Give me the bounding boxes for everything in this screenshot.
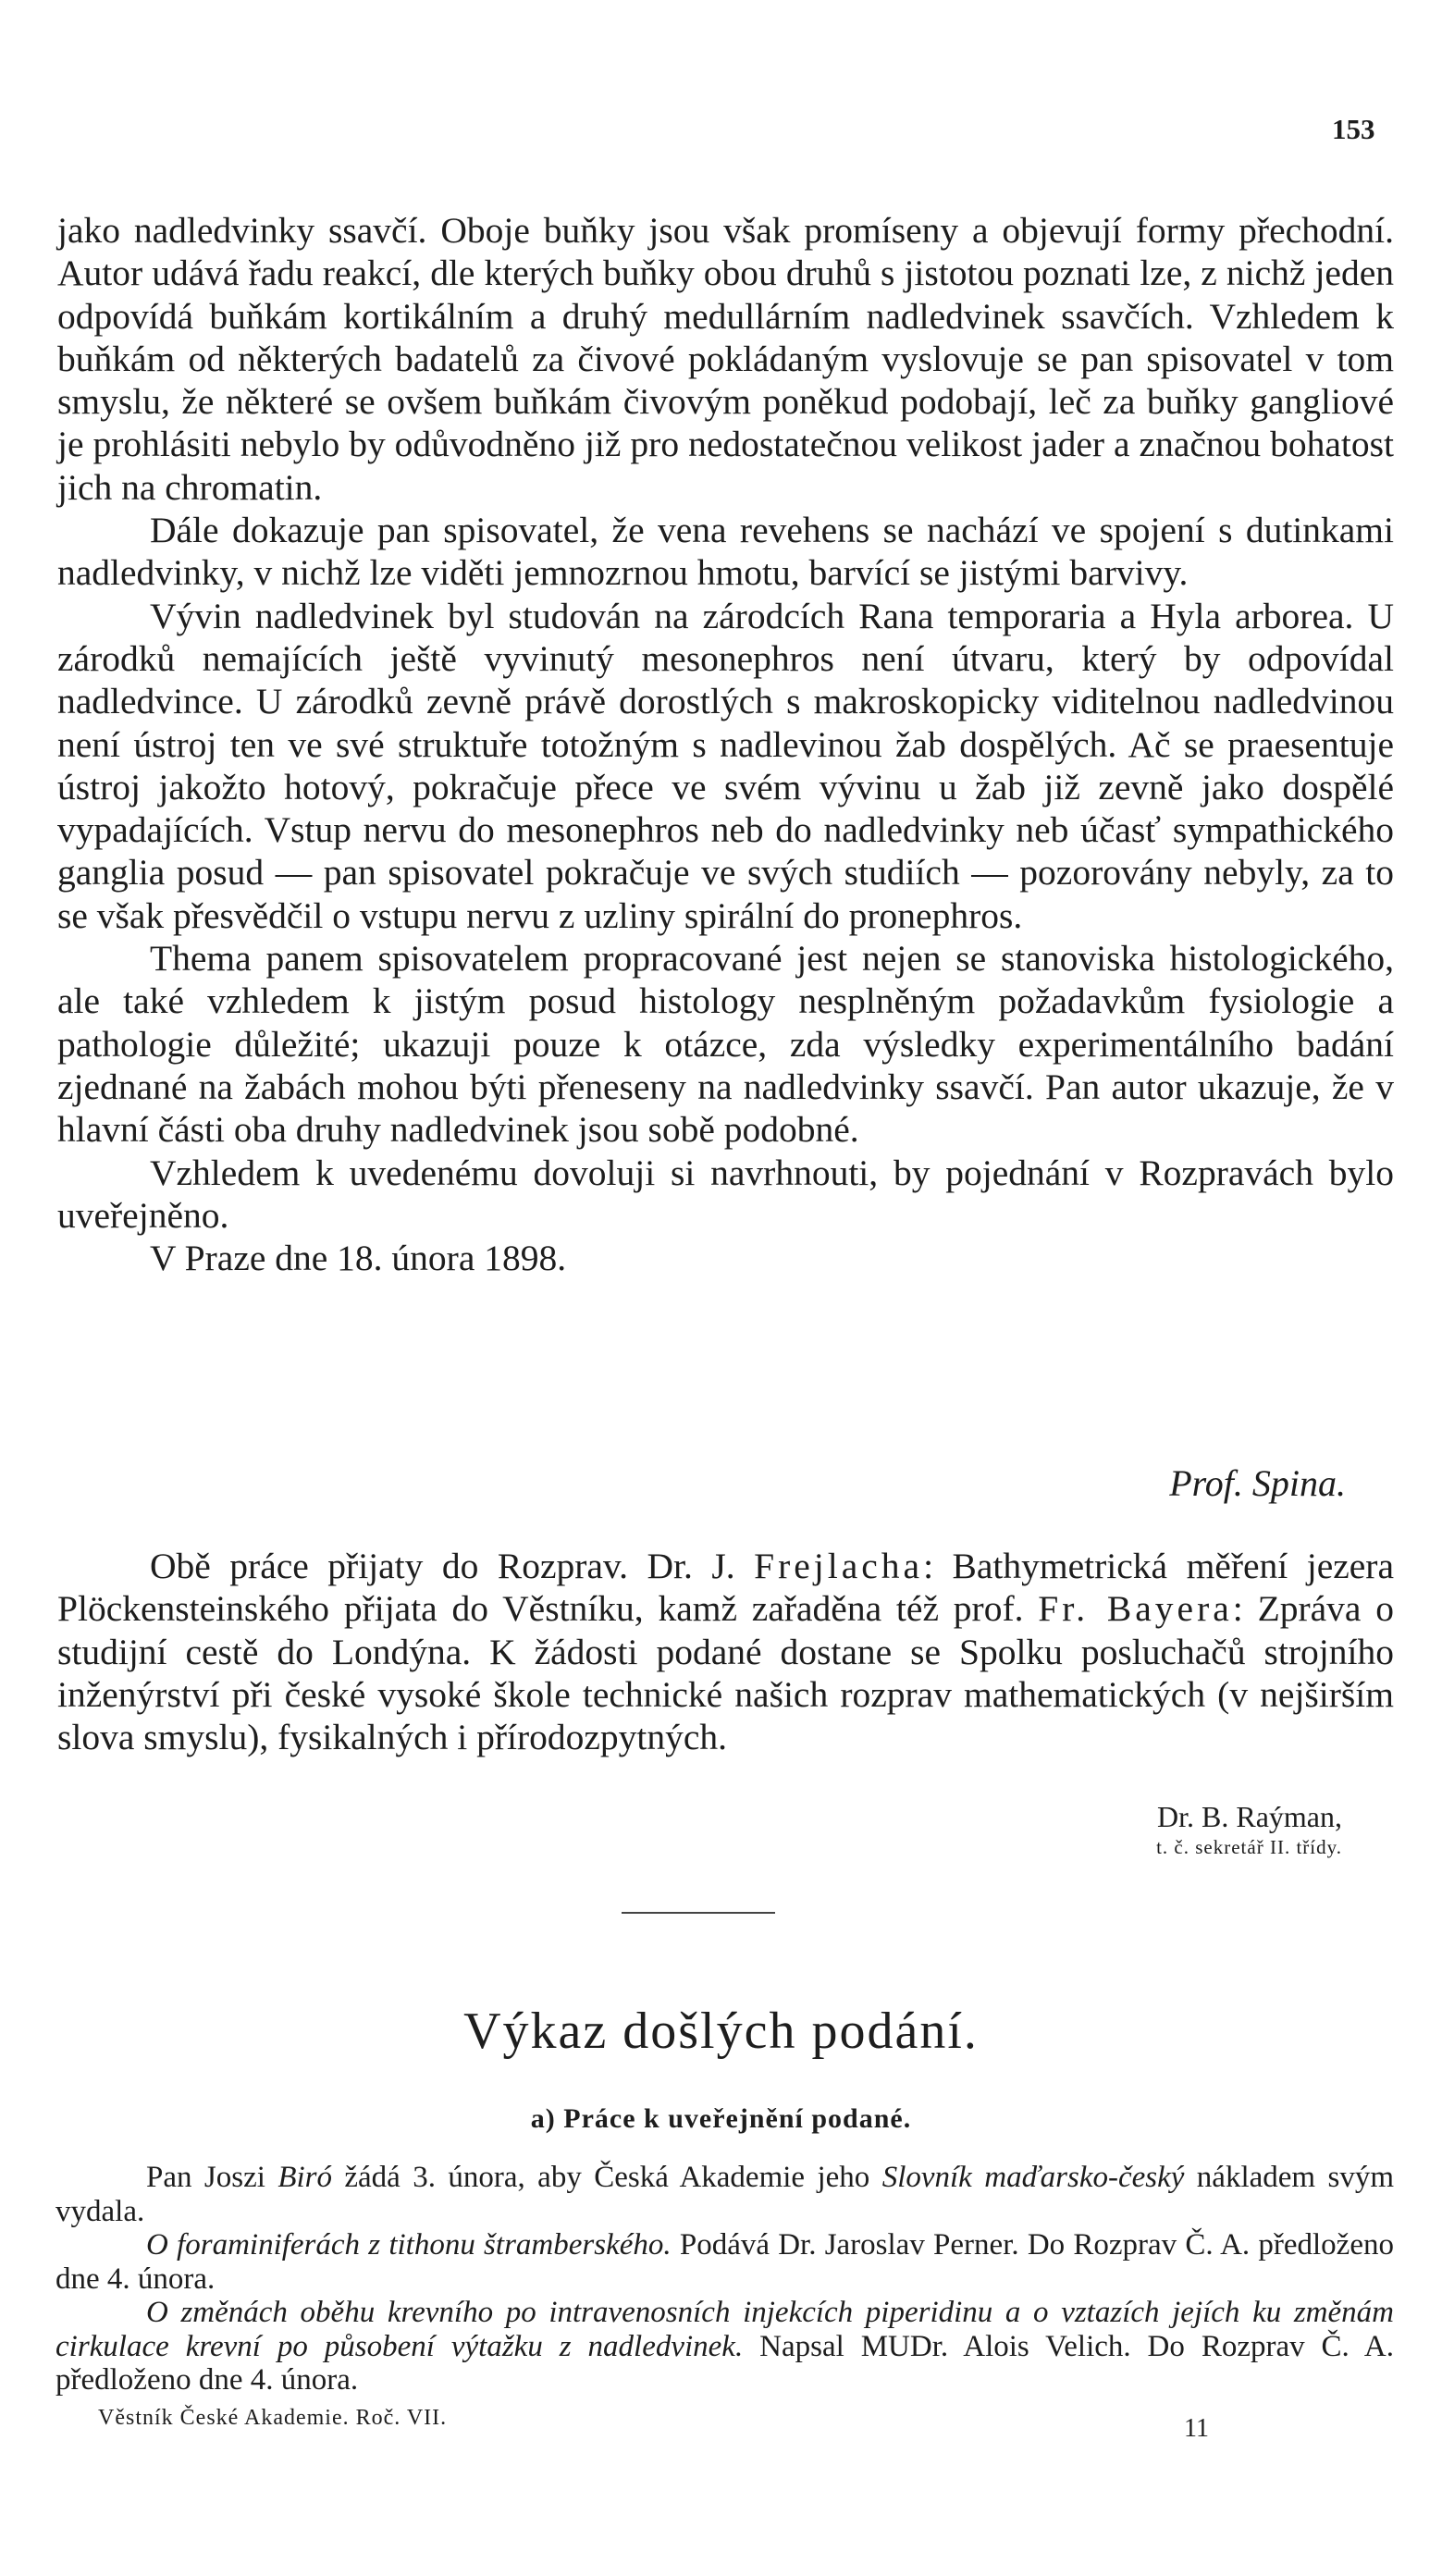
report-text xyxy=(57,209,1394,1279)
report-paragraph: Dále dokazuje pan spisovatel, že vena revehens se nachází ve spojení s dutinkami nadledvinky, v nichž lze viděti jemnozrnou hmotu, barvící se jistými barvivy. xyxy=(57,510,1394,594)
entry-italic: O změnách oběhu krevního po intravenosních injekcích piperidinu a o vztazích jejích ku změnám cirkulace krevní po působení výtažku z nadledvinek. xyxy=(55,2296,1394,2363)
section-divider xyxy=(622,1912,775,1914)
signature-mark: 11 xyxy=(1184,2414,1209,2443)
report-paragraph: Vzhledem k uvedenému dovoluji si navrhnouti, by pojednání v Rozpravách bylo uveřejněno. xyxy=(57,1152,1394,1236)
submissions-list xyxy=(55,2161,1394,2397)
secretary-role: t. č. sekretář II. třídy. xyxy=(1156,1836,1342,1858)
section-heading: Výkaz došlých podání. xyxy=(463,2003,979,2060)
report-date-line: V Praze dne 18. února 1898. xyxy=(150,1238,567,1279)
entry-italic: Slovník maďarsko-český xyxy=(881,2161,1185,2194)
journal-footer: Věstník České Akademie. Roč. VII. xyxy=(98,2406,448,2430)
submission-entry: O foraminiferách z tithonu štramberského. Podává Dr. Jaroslav Perner. Do Rozprav Č. A. předloženo dne 4. února. xyxy=(55,2228,1394,2296)
report-paragraph: Vývin nadledvinek byl studován na zárodcích Rana temporaria a Hyla arborea. U zárodků nemajících ještě vyvinutý mesonephros není útvaru, který by odpovídal nadledvince. U zárodků zevně právě dorostlých s makroskopicky viditelnou nadledvinou není ústroj ten ve své struktuře totožným s nadlevinou žab dospělých. Ač se praesentuje ústroj jakožto hotový, pokračuje přece ve svém vývinu u žab již zevně jako dospělé vypadajících. Vstup nervu do mesonephros neb do nadledvinky neb účasť sympathického ganglia posud — pan spisovatel pokračuje ve svých studiích — pozorovány nebyly, za to se však přesvědčil o vstupu nervu z uzliny spirální do pronephros. xyxy=(57,595,1394,936)
report-paragraph: jako nadledvinky ssavčí. Oboje buňky jsou však promíseny a objevují formy přechodní. Autor udává řadu reakcí, dle kterých buňky obou druhů s jistotou poznati lze, z nichž jeden odpovídá buňkám kortikálním a druhý medullárním nadledvinek ssavčích. Vzhledem k buňkám od některých badatelů za čivové pokládaným vyslovuje se pan spisovatel v tom smyslu, že některé se ovšem buňkám čivovým poněkud podobají, leč za buňky gangliové je prohlásiti nebylo by odůvodněno již pro nedostatečnou velikost jader a značnou bohatost jich na chromatin. xyxy=(57,210,1394,508)
secretary-signature xyxy=(1156,1798,1342,1859)
entry-italic: Biró xyxy=(277,2161,332,2194)
author-name: Frejlacha xyxy=(754,1546,924,1586)
minutes-text: : Zpráva o studijní cestě do Londýna. K žádosti podané dostane se Spolku posluchačů strojního inženýrství při české vysoké škole technické našich rozprav mathematických (v nejširším slova smyslu), fysikalných i přírodozpytných. xyxy=(57,1588,1394,1758)
minutes-paragraph xyxy=(57,1545,1394,1758)
secretary-name: Dr. B. Raýman, xyxy=(1157,1800,1342,1833)
meeting-minutes xyxy=(57,1545,1394,1758)
submission-entry: Pan Joszi Biró žádá 3. února, aby Česká Akademie jeho Slovník maďarsko-český nákladem svým vydala. xyxy=(55,2161,1395,2228)
minutes-text: Obě práce přijaty do Rozprav. Dr. J. xyxy=(150,1546,755,1586)
report-signature: Prof. Spina. xyxy=(1169,1462,1346,1504)
page-number: 153 xyxy=(1332,113,1375,145)
report-paragraph: Thema panem spisovatelem propracované jest nejen se stanoviska histologického, ale také vzhledem k jistým posud histology nesplněným požadavkům fysiologie a pathologie důležité; ukazuji pouze k otázce, zda výsledky experimentálního badání zjednané na žabách mohou býti přeneseny na nadledvinky ssavčí. Pan autor ukazuje, že v hlavní části oba druhy nadledvinek jsou sobě podobné. xyxy=(57,938,1394,1151)
section-subheading: a) Práce k uveřejnění podané. xyxy=(530,2103,912,2134)
entry-italic: O foraminiferách z tithonu štramberského. xyxy=(146,2228,672,2262)
submission-entry: O změnách oběhu krevního po intravenosních injekcích piperidinu a o vztazích jejích ku změnám cirkulace krevní po působení výtažku z nadledvinek. Napsal MUDr. Alois Velich. Do Rozprav Č. A. předloženo dne 4. února. xyxy=(55,2296,1394,2397)
minutes-text: : Bathymetrická měření jezera Plöckensteinského přijata do Věstníku, kamž zařaděna též prof. xyxy=(57,1546,1394,1630)
author-name: Fr. Bayera xyxy=(1038,1588,1233,1630)
